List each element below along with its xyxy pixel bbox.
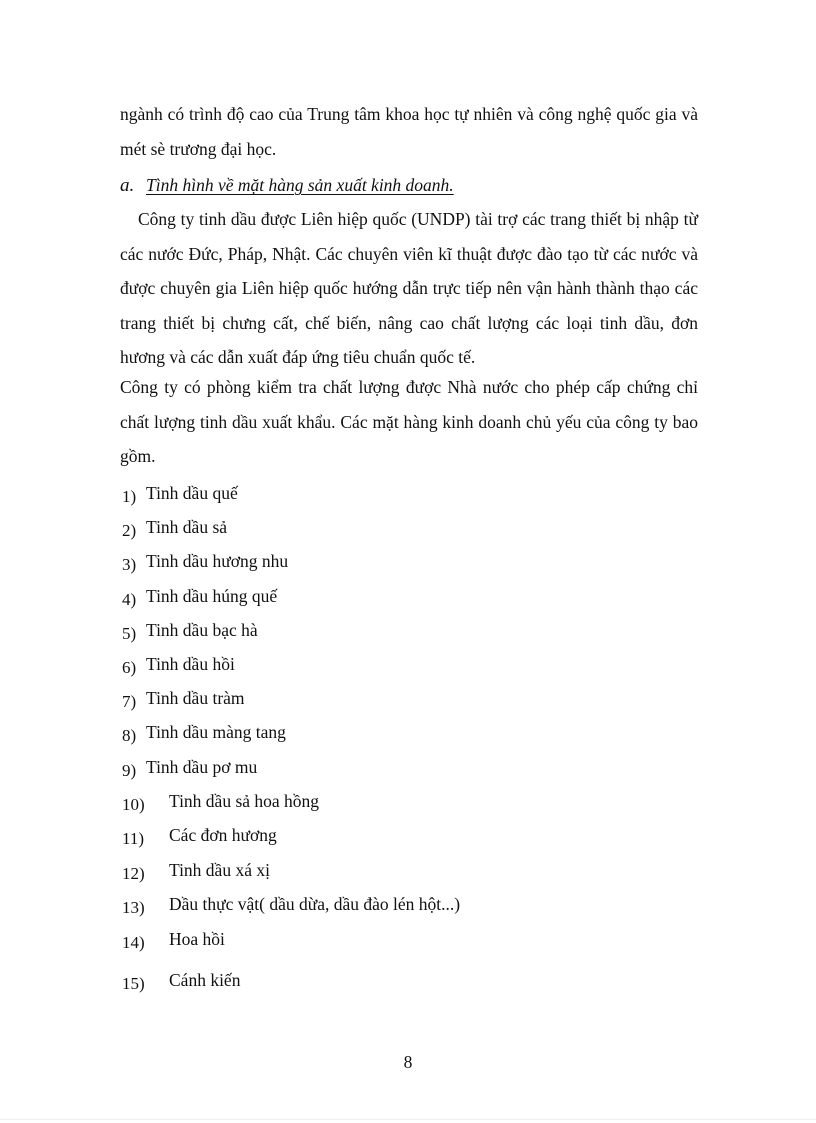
list-item-number: 9) (122, 761, 137, 780)
list-item-text: Tinh dầu hương nhu (146, 551, 289, 571)
list-item-number: 15) (122, 974, 145, 993)
list-item-number: 4) (122, 590, 137, 609)
list-item-number: 13) (122, 898, 145, 917)
section-title: Tình hình về mặt hàng sản xuất kinh doanh. (146, 175, 454, 195)
list-item-text: Tinh dầu pơ mu (146, 757, 258, 777)
list-item-number: 11) (122, 829, 145, 848)
list-item-text: Tinh dầu sả (146, 517, 228, 537)
list-item-text: Tinh dầu húng quế (146, 586, 278, 606)
list-item-text: Tinh dầu bạc hà (146, 620, 258, 640)
list-item-number: 1) (122, 487, 137, 506)
page-number: 8 (403, 1052, 413, 1072)
list-item-number: 3) (122, 555, 137, 574)
list-item-number: 10) (122, 795, 145, 814)
list-item-text: Tinh dầu sả hoa hồng (169, 791, 320, 811)
list-item-number: 14) (122, 933, 145, 952)
list-item-text: Tinh dầu màng tang (146, 722, 286, 742)
list-item-number: 8) (122, 726, 137, 745)
list-item-text: Tinh dầu quế (146, 483, 238, 503)
list-item-number: 2) (122, 521, 137, 540)
list-item-text: Dầu thực vật( dầu dừa, dầu đào lén hột...) (169, 894, 461, 914)
list-item-number: 6) (122, 658, 137, 677)
list-item-text: Tinh dầu tràm (146, 688, 245, 708)
section-marker: a. (120, 175, 135, 196)
paragraph-intro-continuation: ngành có trình độ cao của Trung tâm khoa học tự nhiên và công nghệ quốc gia và mét sè trương đại học. (120, 104, 698, 159)
paragraph-equipment: Công ty tinh dầu được Liên hiệp quốc (UNDP) tài trợ các trang thiết bị nhập từ các nước Đức, Pháp, Nhật. Các chuyên viên kĩ thuật được đào tạo từ các nước và được chuyên gia Liên hiệp quốc hướng dẫn trực tiếp nên vận hành thành thạo các trang thiết bị chưng cất, chế biến, nâng cao chất lượng các loại tinh dầu, đơn hương và các dẫn xuất đáp ứng tiêu chuẩn quốc tế. (120, 209, 698, 367)
list-item-text: Cánh kiến (169, 970, 241, 990)
list-item-text: Tinh dầu xá xị (169, 860, 270, 880)
page-edge-divider (0, 1119, 816, 1120)
list-item-number: 7) (122, 692, 137, 711)
list-item-number: 5) (122, 624, 137, 643)
list-item-text: Tinh dầu hồi (146, 654, 235, 674)
list-item-number: 12) (122, 864, 145, 883)
paragraph-quality-control: Công ty có phòng kiểm tra chất lượng được Nhà nước cho phép cấp chứng chỉ chất lượng tinh dầu xuất khẩu. Các mặt hàng kinh doanh chủ yếu của công ty bao gồm. (120, 377, 698, 466)
section-heading (120, 168, 698, 203)
list-item-text: Hoa hồi (169, 929, 225, 949)
list-item-text: Các đơn hương (169, 825, 277, 845)
